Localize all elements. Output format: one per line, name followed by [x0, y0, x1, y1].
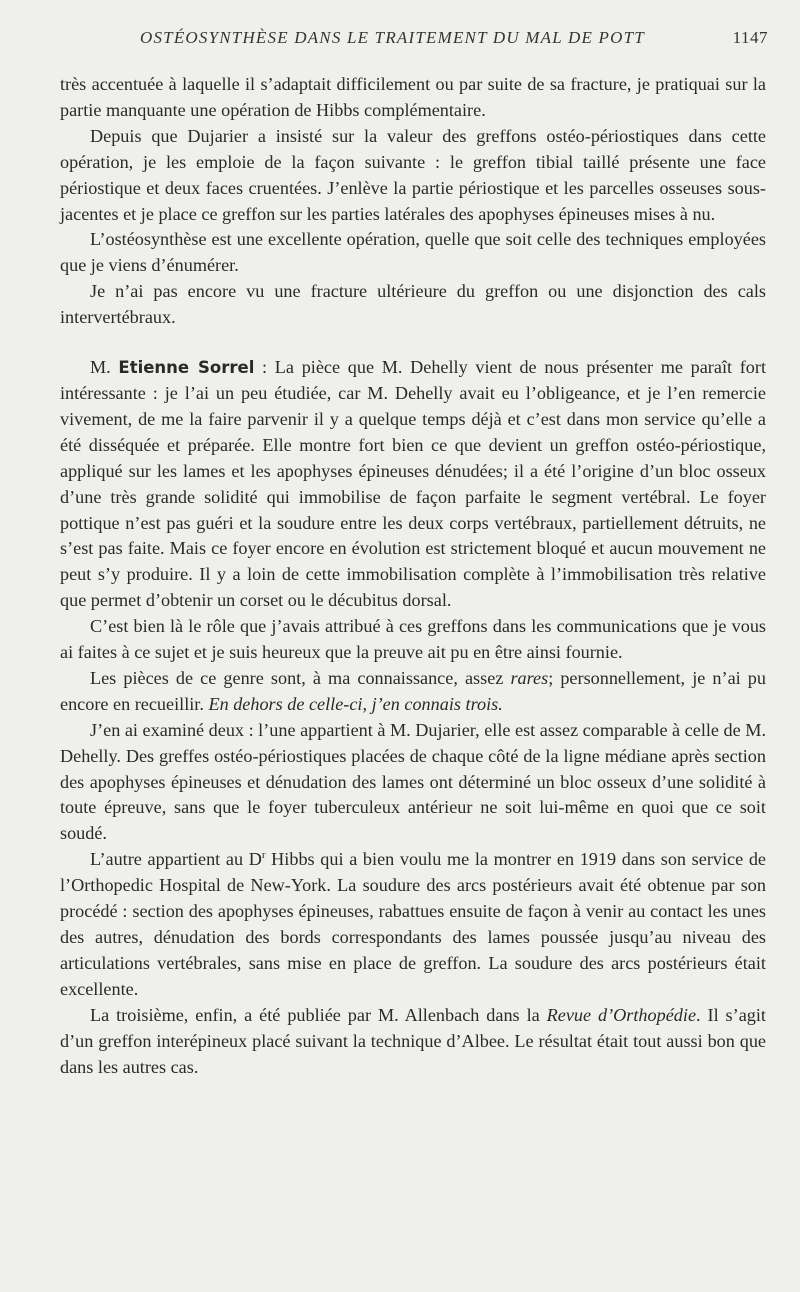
- text-run: . Il s’agit d’un greffon interépineux placé suivant la technique d’Albee. Le résultat était tout aussi bon que dans les autres cas.: [60, 1004, 766, 1077]
- text-run: ; personnellement, je n’ai pu encore en recueillir.: [60, 667, 766, 714]
- paragraph-text: : La pièce que M. Dehelly vient de nous présenter me paraît fort intéressante : je l’ai un peu étudiée, car M. Dehelly avait eu l’obligeance, et je l’en remercie vivement, de me la faire parvenir il y a quelque temps déjà et c’est dans mon service qu’elle a été disséquée et préparée. Elle montre fort bien ce que devient un greffon ostéo-périostique, appliqué sur les lames et les apophyses épineuses dénudées; il a été l’origine d’un bloc osseux d’une très grande solidité qui immobilise de façon parfaite le segment vertébral. Le foyer pottique n’est pas guéri et la soudure entre les deux corps vertébraux, partiellement détruits, ne s’est pas faite. Mais ce foyer encore en évolution est strictement bloqué et aucun mouvement ne peut s’y produire. Il y a loin de cette immobilisation complète à l’immobilisation très relative que permet d’obtenir un corset ou le décubitus dorsal.: [60, 357, 767, 611]
- paragraph: [60, 847, 766, 1002]
- speaker-paragraph: [60, 355, 766, 614]
- body-text: [60, 72, 766, 1080]
- text-run: La troisième, enfin, a été publiée par M. Allenbach dans la: [90, 1004, 547, 1025]
- paragraph: très accentuée à laquelle il s’adaptait difficilement ou par suite de sa fracture, je pratiquai sur la partie manquante une opération de Hibbs complémentaire.: [60, 74, 766, 120]
- journal-title: Revue d’Orthopédie: [546, 1004, 697, 1025]
- paragraph: Je n’ai pas encore vu une fracture ultérieure du greffon ou une disjonction des cals intervertébraux.: [60, 281, 766, 328]
- italic-run: En dehors de celle-ci, j’en connais trois.: [208, 693, 503, 714]
- text-run: Les pièces de ce genre sont, à ma connaissance, assez: [90, 667, 511, 688]
- running-header: [140, 28, 768, 52]
- speaker-name: Etienne Sorrel: [118, 358, 255, 378]
- page-number: 1147: [732, 28, 768, 47]
- superscript: r: [261, 849, 266, 862]
- paragraph: [60, 666, 766, 718]
- italic-run: rares: [510, 667, 549, 688]
- paragraph: L’ostéosynthèse est une excellente opération, quelle que soit celle des techniques employées que je viens d’énumérer.: [60, 229, 766, 276]
- paragraph: C’est bien là le rôle que j’avais attribué à ces greffons dans les communications que je vous ai faites à ce sujet et je suis heureux que la preuve ait pu en être ainsi fournie.: [60, 616, 766, 663]
- running-title: OSTÉOSYNTHÈSE DANS LE TRAITEMENT DU MAL DE POTT: [140, 28, 645, 47]
- paragraph: [60, 1003, 766, 1081]
- speaker-prefix: M.: [90, 357, 119, 378]
- paragraph: Depuis que Dujarier a insisté sur la valeur des greffons ostéo-périostiques dans cette opération, je les emploie de la façon suivante : le greffon tibial taillé présente une face périostique et deux faces cruentées. J’enlève la partie périostique et les parcelles osseuses sous-jacentes et je place ce greffon sur les parties latérales des apophyses épineuses mises à nu.: [60, 125, 766, 224]
- text-run: Hibbs qui a bien voulu me la montrer en 1919 dans son service de l’Orthopedic Hospital de New-York. La soudure des arcs postérieurs avait été obtenue par son procédé : section des apophyses épineuses, rabattues ensuite de façon à venir au contact les unes des autres, dénudation des bords correspondants des lames poussée jusqu’au niveau des articulations vertébrales, sans mise en place de greffon. La soudure des arcs postérieurs était excellente.: [60, 849, 767, 999]
- paragraph: J’en ai examiné deux : l’une appartient à M. Dujarier, elle est assez comparable à celle de M. Dehelly. Des greffes ostéo-périostiques placées de chaque côté de la ligne médiane après section des apophyses épineuses et dénudation des lames ont déterminé un bloc osseux d’une solidité à toute épreuve, sans que le foyer tuberculeux antérieur ne soit lui-même en quoi que ce soit soudé.: [60, 719, 766, 844]
- text-run: L’autre appartient au D: [90, 849, 262, 870]
